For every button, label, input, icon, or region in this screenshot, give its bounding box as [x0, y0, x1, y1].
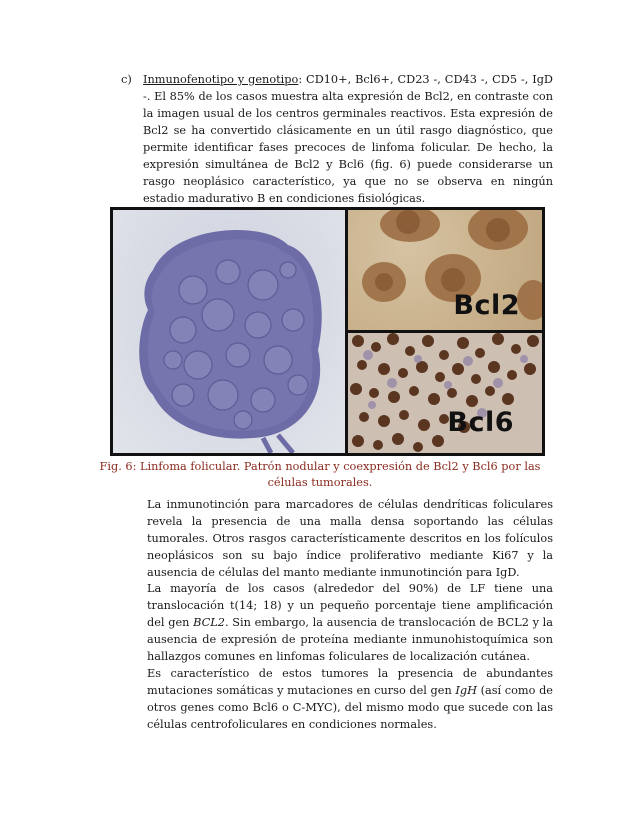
paragraph-dendritic-cells: La inmunotinción para marcadores de células dendríticas foliculares revela la presencia de una malla densa soportando las células tumorales. Otros rasgos característicamente descritos en los folículos neoplásicos son su bajo índice proliferativo mediante Ki67 y la ausencia de células del manto mediante inmunotinción para IgD.	[147, 498, 553, 579]
paragraph-translocation	[147, 580, 553, 665]
bcl2-stain-panel	[348, 210, 542, 330]
bcl6-label: Bcl6	[447, 407, 514, 438]
paragraph-text: Es característico de estos tumores la presencia de abundantes mutaciones somáticas y mutaciones en curso del gen	[147, 667, 553, 697]
paragraph-somatic-mutations	[147, 665, 553, 733]
gene-name: BCL2	[193, 616, 225, 629]
bcl6-stain-panel	[348, 333, 542, 453]
figure-caption: Fig. 6: Linfoma folicular. Patrón nodular y coexpresión de Bcl2 y Bcl6 por las células tumorales.	[99, 460, 541, 489]
gene-name: IgH	[455, 684, 477, 697]
list-marker: c)	[121, 73, 132, 86]
figure-6	[110, 207, 545, 456]
lymph-node-section-image	[113, 210, 345, 453]
list-item-immunophenotype	[121, 71, 553, 207]
list-item-body: : CD10+, Bcl6+, CD23 -, CD43 -, CD5 -, IgD -. El 85% de los casos muestra alta expresión de Bcl2, en contraste con la imagen usual de los centros germinales reactivos. Esta expresión de Bcl2 se ha convertido clásicamente en un útil rasgo diagnóstico, que permite identificar fases precoces de linfoma folicular. De hecho, la expresión simultánea de Bcl2 y Bcl6 (fig. 6) puede considerarse un rasgo neoplásico característico, ya que no se observa en ningún estadio madurativo B en condiciones fisiológicas.	[143, 73, 553, 205]
bcl2-label: Bcl2	[453, 290, 520, 321]
paragraph-text: (así como de otros genes como Bcl6 o C-MYC), del mismo modo que sucede con las células centrofoliculares en condiciones normales.	[147, 684, 553, 731]
paragraph-text: La mayoría de los casos (alrededor del 90%) de LF tiene una translocación t(14; 18) y un pequeño porcentaje tiene amplificación del gen	[147, 582, 553, 629]
paragraph-text: . Sin embargo, la ausencia de translocación de BCL2 y la ausencia de expresión de proteína mediante inmunohistoquímica son hallazgos comunes en linfomas foliculares de localización cutánea.	[147, 616, 553, 663]
list-item-heading: Inmunofenotipo y genotipo	[143, 73, 299, 86]
he-histology-panel	[113, 210, 345, 453]
